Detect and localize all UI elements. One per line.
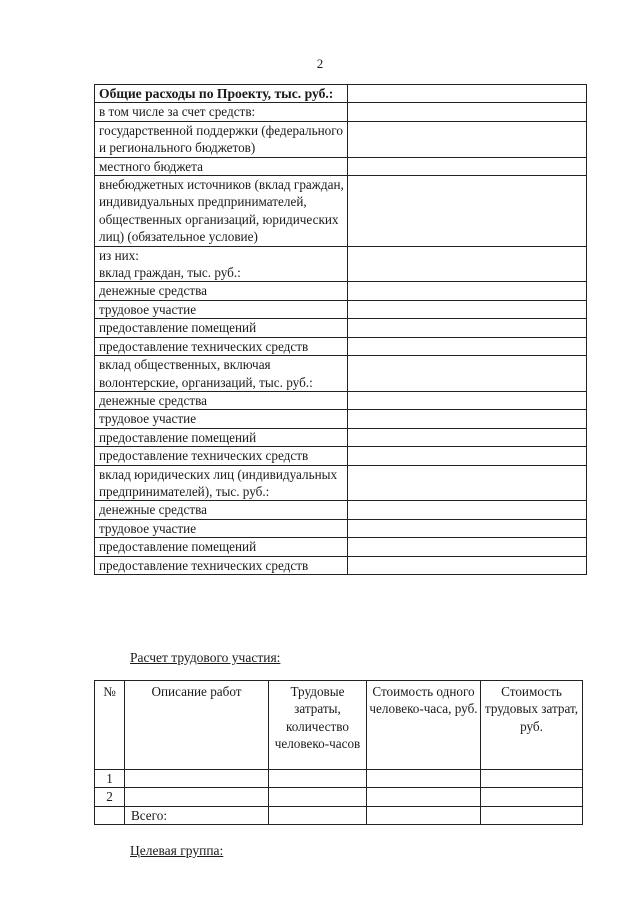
budget-row: [95, 556, 587, 574]
budget-row-label: предоставление технических средств: [95, 556, 348, 574]
budget-row-label: местного бюджета: [95, 157, 348, 175]
budget-row-value-cell[interactable]: [348, 556, 587, 574]
budget-row-label: Общие расходы по Проекту, тыс. руб.:: [95, 85, 348, 103]
budget-row-label: внебюджетных источников (вклад граждан, индивидуальных предпринимателей, общественных организаций, юридических лиц) (обязательное условие): [95, 176, 348, 247]
budget-row-label: денежные средства: [95, 282, 348, 300]
budget-row-value-cell[interactable]: [348, 391, 587, 409]
labor-table: [94, 680, 583, 825]
budget-row: [95, 391, 587, 409]
budget-row-value-cell[interactable]: [348, 337, 587, 355]
budget-row: [95, 246, 587, 282]
labor-cell-hour-cost[interactable]: [367, 788, 481, 806]
budget-row-label: вклад юридических лиц (индивидуальных предпринимателей), тыс. руб.:: [95, 465, 348, 501]
labor-cell-hours[interactable]: [269, 788, 367, 806]
budget-row: [95, 103, 587, 121]
labor-row-number: 2: [95, 788, 125, 806]
budget-row-label: денежные средства: [95, 501, 348, 519]
labor-cell-description[interactable]: [125, 770, 269, 788]
labor-row-number: 1: [95, 770, 125, 788]
budget-row: [95, 282, 587, 300]
budget-row-label: предоставление помещений: [95, 538, 348, 556]
budget-row-label: трудовое участие: [95, 519, 348, 537]
budget-row-label: предоставление помещений: [95, 319, 348, 337]
budget-row-label: государственной поддержки (федерального и регионального бюджетов): [95, 121, 348, 157]
labor-col-total-cost: Стоимость трудовых затрат, руб.: [481, 681, 583, 770]
budget-row: [95, 465, 587, 501]
target-group-heading: Целевая группа:: [130, 843, 224, 858]
budget-table: [94, 84, 587, 575]
budget-row-value-cell[interactable]: [348, 121, 587, 157]
budget-row-label: в том числе за счет средств:: [95, 103, 348, 121]
budget-row-value-cell[interactable]: [348, 300, 587, 318]
budget-row: [95, 447, 587, 465]
budget-row-value-cell[interactable]: [348, 176, 587, 247]
labor-total-cost[interactable]: [481, 806, 583, 824]
budget-row-value-cell[interactable]: [348, 356, 587, 392]
budget-row-value-cell[interactable]: [348, 538, 587, 556]
budget-row-label: из них: вклад граждан, тыс. руб.:: [95, 246, 348, 282]
budget-row-label: трудовое участие: [95, 410, 348, 428]
labor-total-empty-cell: [95, 806, 125, 824]
budget-row: [95, 519, 587, 537]
labor-table-header-row: [95, 681, 583, 770]
budget-row: [95, 85, 587, 103]
page-number: 2: [316, 56, 324, 71]
budget-row-value-cell[interactable]: [348, 428, 587, 446]
budget-row: [95, 319, 587, 337]
labor-cell-hours[interactable]: [269, 770, 367, 788]
labor-col-hour-cost: Стоимость одного человеко-часа, руб.: [367, 681, 481, 770]
budget-row: [95, 121, 587, 157]
labor-col-description: Описание работ: [125, 681, 269, 770]
labor-total-hour-cost[interactable]: [367, 806, 481, 824]
budget-row-value-cell[interactable]: [348, 410, 587, 428]
budget-row: [95, 337, 587, 355]
budget-row: [95, 501, 587, 519]
budget-row: [95, 176, 587, 247]
budget-row-label: вклад общественных, включая волонтерские, организаций, тыс. руб.:: [95, 356, 348, 392]
labor-table-row: [95, 770, 583, 788]
labor-total-label: Всего:: [125, 806, 269, 824]
budget-row: [95, 538, 587, 556]
budget-row: [95, 410, 587, 428]
budget-table-body: [95, 85, 587, 575]
budget-row-value-cell[interactable]: [348, 465, 587, 501]
budget-row: [95, 300, 587, 318]
labor-cell-total-cost[interactable]: [481, 770, 583, 788]
labor-total-hours[interactable]: [269, 806, 367, 824]
budget-row: [95, 157, 587, 175]
labor-cell-description[interactable]: [125, 788, 269, 806]
budget-row-value-cell[interactable]: [348, 447, 587, 465]
budget-row-label: предоставление технических средств: [95, 337, 348, 355]
labor-cell-total-cost[interactable]: [481, 788, 583, 806]
budget-row-value-cell[interactable]: [348, 319, 587, 337]
labor-table-row: [95, 788, 583, 806]
budget-row-value-cell[interactable]: [348, 519, 587, 537]
budget-row: [95, 428, 587, 446]
budget-row: [95, 356, 587, 392]
budget-row-value-cell[interactable]: [348, 103, 587, 121]
budget-row-label: предоставление технических средств: [95, 447, 348, 465]
budget-row-value-cell[interactable]: [348, 157, 587, 175]
budget-row-value-cell[interactable]: [348, 246, 587, 282]
labor-col-number: №: [95, 681, 125, 770]
budget-row-value-cell[interactable]: [348, 85, 587, 103]
budget-row-label: трудовое участие: [95, 300, 348, 318]
labor-col-hours: Трудовые затраты, количество человеко-часов: [269, 681, 367, 770]
budget-row-value-cell[interactable]: [348, 282, 587, 300]
labor-cell-hour-cost[interactable]: [367, 770, 481, 788]
labor-calculation-heading: Расчет трудового участия:: [130, 650, 281, 665]
budget-row-value-cell[interactable]: [348, 501, 587, 519]
budget-row-label: денежные средства: [95, 391, 348, 409]
labor-total-row: [95, 806, 583, 824]
budget-row-label: предоставление помещений: [95, 428, 348, 446]
